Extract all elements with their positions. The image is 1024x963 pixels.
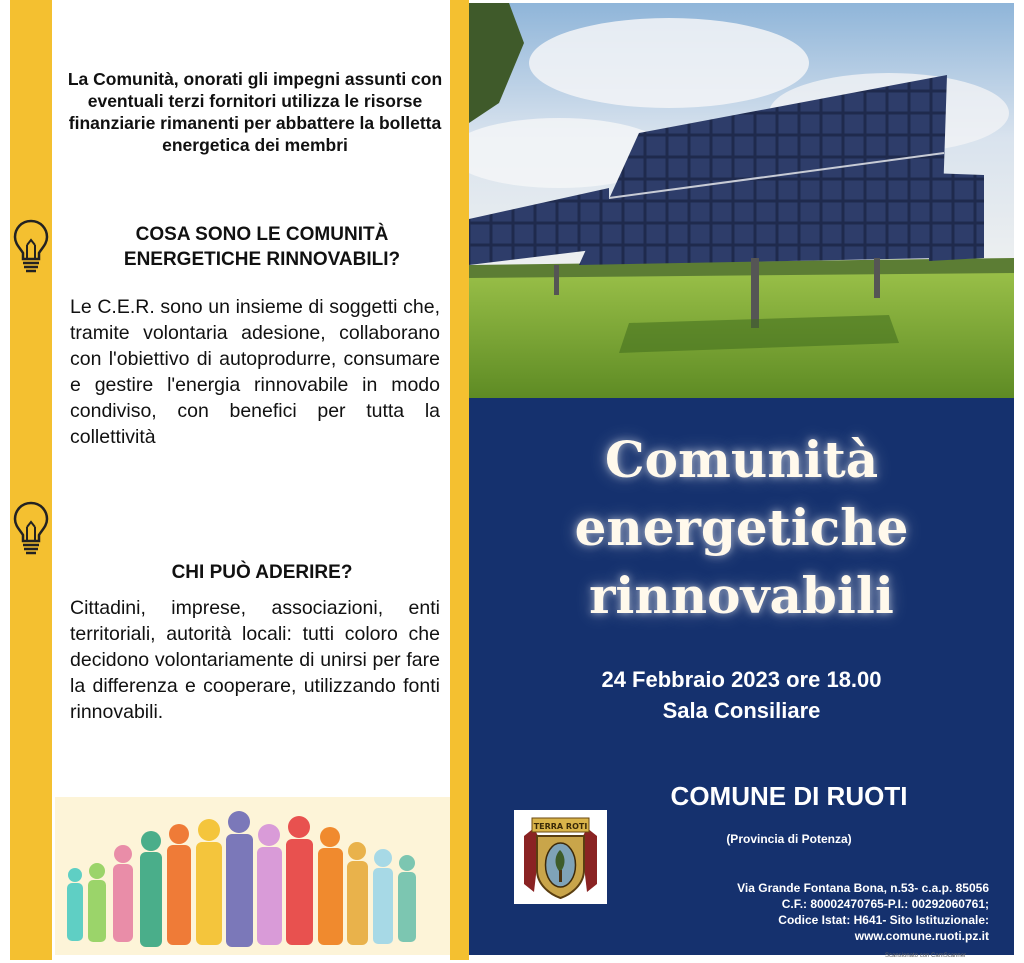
section-heading-who-can-join: CHI PUÒ ADERIRE? xyxy=(171,562,353,583)
lightbulb-icon xyxy=(12,218,50,274)
event-place: Sala Consiliare xyxy=(662,698,821,723)
contact-address: Via Grande Fontana Bona, n.53- c.a.p. 85056 C.F.: 80002470765-P.I.: 00292060761; Codice Istat: H641- Sito Istituzionale: www.comune.ruoti.pz.it xyxy=(629,880,989,944)
organizer-name: COMUNE DI RUOTI xyxy=(670,781,908,811)
scanner-watermark: Scansionato con CamScanner xyxy=(885,953,967,959)
section-heading-what-are-cer: COSA SONO LE COMUNITÀ ENERGETICHE RINNOVABILI? xyxy=(123,224,401,270)
section-body-who-can-join: Cittadini, imprese, associazioni, enti territoriali, autorità locali: tutti coloro che decidono volontariamente di unirsi per fare la differenza e cooperare, utilizzando fonti rinnovabili. xyxy=(70,597,440,723)
event-info-panel xyxy=(469,398,1014,955)
people-illustration xyxy=(55,797,450,955)
intro-paragraph: La Comunità, onorati gli impegni assunti con eventuali terzi fornitori utilizza le risorse finanziarie rimanenti per abbattere la bolletta energetica dei membri xyxy=(67,69,443,155)
middle-accent-bar xyxy=(450,0,469,960)
website-link[interactable]: www.comune.ruoti.pz.it xyxy=(854,929,989,943)
left-accent-bar xyxy=(10,0,52,960)
province-label: (Provincia di Potenza) xyxy=(726,832,852,846)
event-details xyxy=(469,664,1014,726)
main-title: Comunità energetiche rinnovabili xyxy=(574,430,909,625)
svg-text:TERRA ROTI: TERRA ROTI xyxy=(533,822,588,831)
event-date: 24 Febbraio 2023 ore 18.00 xyxy=(601,667,882,692)
solar-panels-photo xyxy=(469,3,1014,398)
section-body-what-are-cer: Le C.E.R. sono un insieme di soggetti che, tramite volontaria adesione, collaborano con l'obiettivo di autoprodurre, consumare e gestire l'energia rinnovabile in modo condiviso, con benefici per tutta la collettività xyxy=(70,296,440,448)
municipal-crest xyxy=(514,810,607,904)
lightbulb-icon xyxy=(12,500,50,556)
